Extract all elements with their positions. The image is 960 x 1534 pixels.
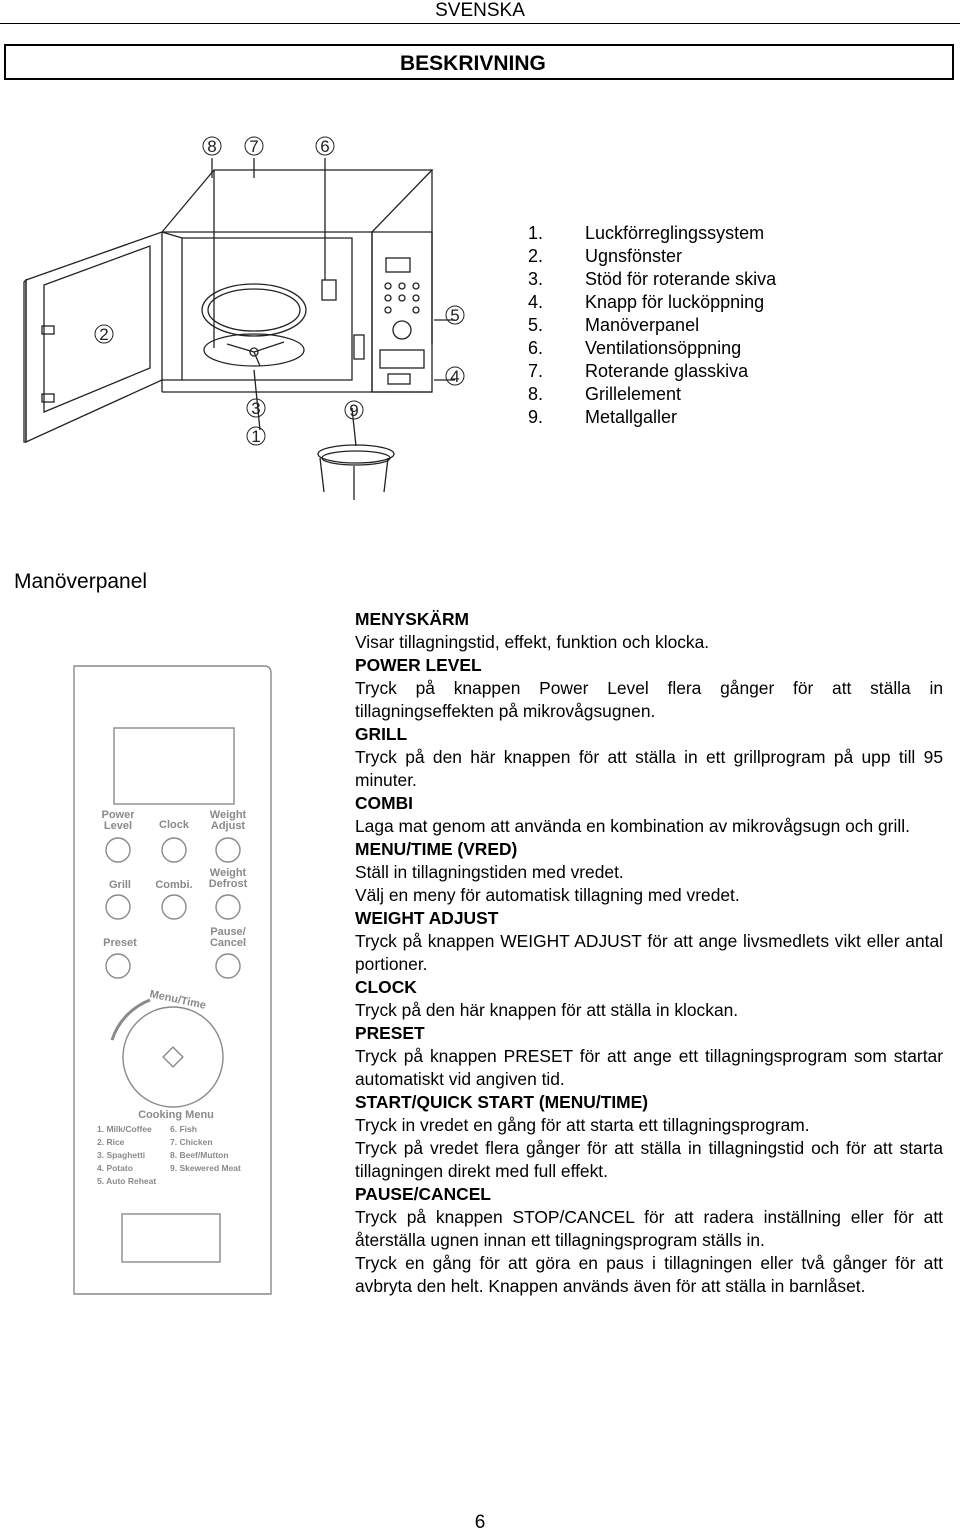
svg-text:7. Chicken: 7. Chicken xyxy=(170,1137,213,1147)
preset-label: Preset xyxy=(103,937,137,949)
list-item: 5. Manöverpanel xyxy=(528,315,700,335)
list-item: 9. Metallgaller xyxy=(528,407,678,427)
desc-item-power-level: POWER LEVEL Tryck på knappen Power Level flera gånger för att ställa in tillagningseffekten på mikrovågsugnen. xyxy=(355,655,943,721)
desc-item-menu-time: MENU/TIME (VRED) Ställ in tillagningstiden med vredet. Välj en meny för automatisk tillagning med vredet. xyxy=(355,839,740,905)
desc-item-combi: COMBI Laga mat genom att använda en kombination av mikrovågsugn och grill. xyxy=(355,793,910,836)
svg-text:4. Potato: 4. Potato xyxy=(97,1163,133,1173)
cabinet-top xyxy=(162,170,432,232)
desc-item-menu-display: MENYSKÄRM Visar tillagningstid, effekt, funktion och klocka. xyxy=(355,609,710,652)
svg-text:3. Spaghetti: 3. Spaghetti xyxy=(97,1150,146,1160)
page-title: BESKRIVNING xyxy=(400,52,546,75)
combi-label: Combi. xyxy=(155,879,193,891)
grill-button xyxy=(106,895,130,919)
callout-1 xyxy=(247,427,265,446)
desc-item-weight-adjust: WEIGHT ADJUST Tryck på knappen WEIGHT ADJUST för att ange livsmedlets vikt eller antal portioner. xyxy=(355,908,943,974)
list-item: 6. Ventilationsöppning xyxy=(528,338,742,358)
cooking-menu-title: Cooking Menu xyxy=(138,1109,214,1121)
desc-item-grill: GRILL Tryck på den här knappen för att ställa in ett grillprogram på upp till 95 minuter. xyxy=(355,724,943,790)
title-box xyxy=(4,44,954,80)
glass-tray-top xyxy=(202,284,306,336)
section-title: Manöverpanel xyxy=(14,570,148,593)
svg-text:5. Auto Reheat: 5. Auto Reheat xyxy=(97,1176,157,1186)
list-item: 4. Knapp för lucköppning xyxy=(528,292,765,312)
language-header: SVENSKA xyxy=(435,0,525,21)
callout-3 xyxy=(247,399,265,418)
combi-button xyxy=(162,895,186,919)
weight-adjust-label-1: Weight xyxy=(209,809,247,821)
callout-6 xyxy=(316,137,334,156)
preset-button xyxy=(106,954,130,978)
power-label-2: Level xyxy=(103,820,133,832)
menu-time-knob xyxy=(123,1007,223,1107)
svg-text:1: 1 xyxy=(251,427,261,446)
desc-item-pause-cancel: PAUSE/CANCEL Tryck på knappen STOP/CANCEL för att radera inställning eller för att återställa ugnen innan ett tillagningsprogram ställs in. Tryck en gång för att göra en paus i tillagningen eller två gånger för att avbryta den helt. Knappen används även för att ställa in barnlåset. xyxy=(355,1184,943,1296)
svg-text:8: 8 xyxy=(207,137,217,156)
callout-7 xyxy=(245,137,263,156)
power-level-button xyxy=(106,838,130,862)
vent-opening xyxy=(322,280,336,300)
list-item: 8. Grillelement xyxy=(528,384,682,404)
weight-adjust-button xyxy=(216,838,240,862)
pause-label-2: Cancel xyxy=(209,937,247,949)
list-item: 1. Luckförreglingssystem xyxy=(528,223,765,243)
knob-label: Menu/Time xyxy=(148,988,208,1012)
control-panel-diagram xyxy=(70,662,275,1302)
panel-display xyxy=(386,258,410,272)
desc-item-preset: PRESET Tryck på knappen PRESET för att ange ett tillagningsprogram som startar automatiskt vid angiven tid. xyxy=(355,1023,943,1089)
power-label-1: Power xyxy=(101,809,135,821)
page-number: 6 xyxy=(474,1512,486,1533)
weight-adjust-label-2: Adjust xyxy=(210,820,246,832)
weight-defrost-button xyxy=(216,895,240,919)
svg-text:5: 5 xyxy=(450,306,460,325)
panel-knob xyxy=(393,321,411,339)
header-rule xyxy=(0,23,960,24)
svg-text:8. Beef/Mutton: 8. Beef/Mutton xyxy=(170,1150,229,1160)
callout-9 xyxy=(345,401,363,420)
pause-label-1: Pause/ xyxy=(210,926,246,938)
svg-text:9: 9 xyxy=(349,401,359,420)
clock-button xyxy=(162,838,186,862)
svg-text:9. Skewered Meat: 9. Skewered Meat xyxy=(170,1163,241,1173)
list-item: 2. Ugnsfönster xyxy=(528,246,683,266)
pause-cancel-button xyxy=(216,954,240,978)
svg-text:1. Milk/Coffee: 1. Milk/Coffee xyxy=(97,1124,152,1134)
svg-text:6: 6 xyxy=(320,137,330,156)
descriptions xyxy=(355,608,943,1298)
weight-defrost-label-1: Weight xyxy=(209,867,247,879)
parts-list xyxy=(528,222,776,429)
weight-defrost-label-2: Defrost xyxy=(208,878,248,890)
microwave-diagram xyxy=(22,130,502,510)
svg-text:7: 7 xyxy=(249,137,259,156)
desc-item-start: START/QUICK START (MENU/TIME) Tryck in vredet en gång för att starta ett tillagningsprogram. Tryck på vredet flera gånger för att ställa in tillagningstid och för att starta tillagningen direkt med full effekt. xyxy=(355,1092,943,1181)
svg-text:6. Fish: 6. Fish xyxy=(170,1124,197,1134)
list-item: 3. Stöd för roterande skiva xyxy=(528,269,777,289)
callout-4 xyxy=(446,367,464,386)
svg-text:2: 2 xyxy=(99,325,109,344)
callout-8 xyxy=(203,137,221,156)
list-item: 7. Roterande glasskiva xyxy=(528,361,749,381)
roller-ring xyxy=(204,334,304,366)
menu-time-diamond xyxy=(163,1047,183,1067)
menu-display xyxy=(114,728,234,804)
callout-2 xyxy=(95,325,113,344)
svg-text:4: 4 xyxy=(450,367,460,386)
callout-5 xyxy=(446,306,464,325)
desc-item-clock: CLOCK Tryck på den här knappen för att ställa in klockan. xyxy=(355,977,739,1020)
grill-label: Grill xyxy=(108,879,132,891)
clock-label: Clock xyxy=(159,819,189,831)
svg-text:2. Rice: 2. Rice xyxy=(97,1137,125,1147)
svg-text:3: 3 xyxy=(251,399,261,418)
